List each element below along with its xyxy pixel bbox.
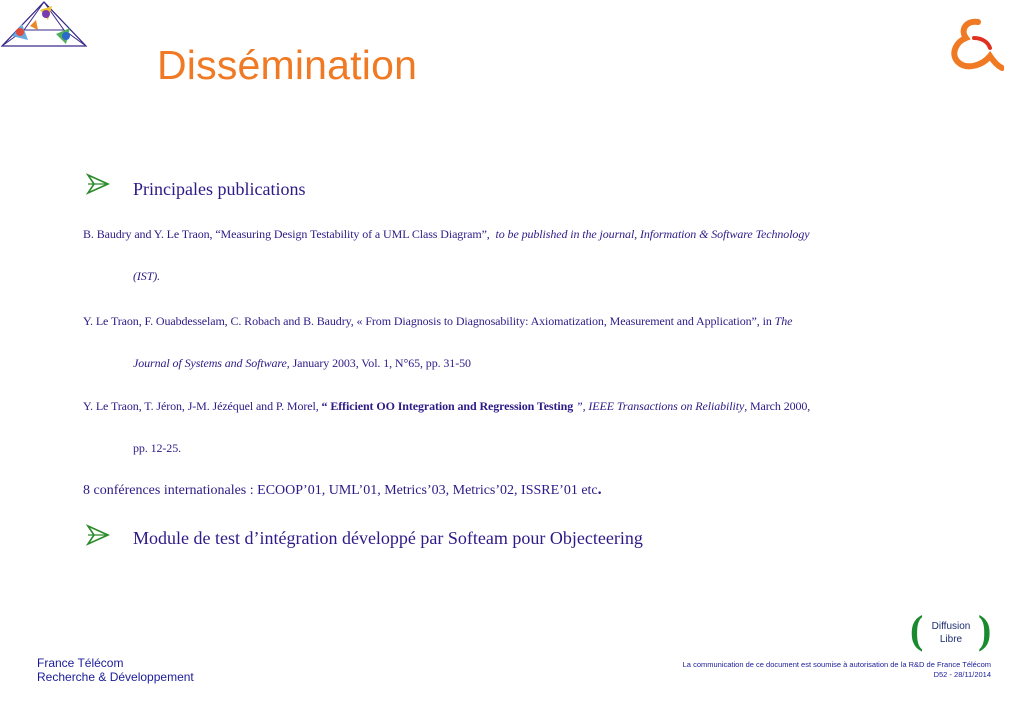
- footer-company: [37, 656, 194, 684]
- diffusion-libre-badge: [910, 607, 994, 654]
- badge-line1: Diffusion: [931, 621, 971, 632]
- reference-baudry-2003-cont: [133, 269, 160, 284]
- arrow-bullet-icon: [86, 173, 110, 195]
- ref-authors: B. Baudry and Y. Le Traon: [83, 227, 210, 241]
- reference-baudry-2003: [83, 227, 809, 242]
- ref-title: “ Efficient OO Integration and Regression Testing: [321, 399, 574, 413]
- bullet-module-test: Module de test d’intégration développé par Softeam pour Objecteering: [133, 528, 643, 548]
- footer-notice-text: La communication de ce document est soumise à autorisation de la R&D de France Télécom: [682, 660, 991, 669]
- ref-venue: to be published in the journal, Information & Software Technology: [495, 227, 810, 241]
- footer-company-name: France Télécom: [37, 656, 124, 670]
- ref-text: Y. Le Traon, F. Ouabdesselam, C. Robach and B. Baudry, « From Diagnosis to Diagnosability: Axiomatization, Measurement and Application”, in: [83, 314, 775, 328]
- ref-sep: , “: [209, 227, 221, 241]
- ref-details: , January 2003, Vol. 1, N°65, pp. 31-50: [286, 356, 471, 370]
- conferences-line: [83, 481, 602, 499]
- ref-title: Measuring Design Testability of a UML Class Diagram”,: [220, 227, 490, 241]
- ref-journal-b: Journal of Systems and Software: [133, 356, 287, 370]
- footer-notice: [683, 660, 991, 680]
- badge-text: [926, 620, 976, 646]
- ref-venue: ”, IEEE Transactions on Reliability: [576, 399, 745, 413]
- ref-venue-cont: (IST).: [133, 269, 161, 283]
- footer-doc-ref: D52 - 28/11/2014: [933, 670, 991, 679]
- conferences-text: 8 conférences internationales : ECOOP’01, UML’01, Metrics’03, Metrics’02, ISSRE’01 etc: [83, 483, 598, 498]
- badge-close-paren: ): [978, 607, 992, 652]
- reference-letraon-2003: [83, 314, 792, 329]
- reference-letraon-2003-cont: [133, 356, 471, 371]
- reference-letraon-2000-cont: [133, 441, 181, 456]
- ref-authors: Y. Le Traon, T. Jéron, J-M. Jézéquel and P. Morel,: [83, 399, 322, 413]
- ref-journal-a: The: [774, 314, 793, 328]
- france-telecom-logo-icon: [944, 16, 1004, 76]
- reference-letraon-2000: [83, 399, 810, 414]
- ref-date: , March 2000,: [744, 399, 811, 413]
- network-logo-icon: [0, 0, 88, 52]
- conferences-end: .: [597, 481, 602, 498]
- footer-division: Recherche & Développement: [37, 670, 194, 684]
- badge-line2: Libre: [939, 634, 963, 645]
- badge-open-paren: (: [910, 607, 924, 652]
- arrow-bullet-icon: [86, 524, 110, 546]
- bullet-principales-publications: Principales publications: [133, 179, 306, 199]
- page-title: Dissémination: [157, 42, 418, 88]
- ref-pages: pp. 12-25.: [133, 441, 181, 455]
